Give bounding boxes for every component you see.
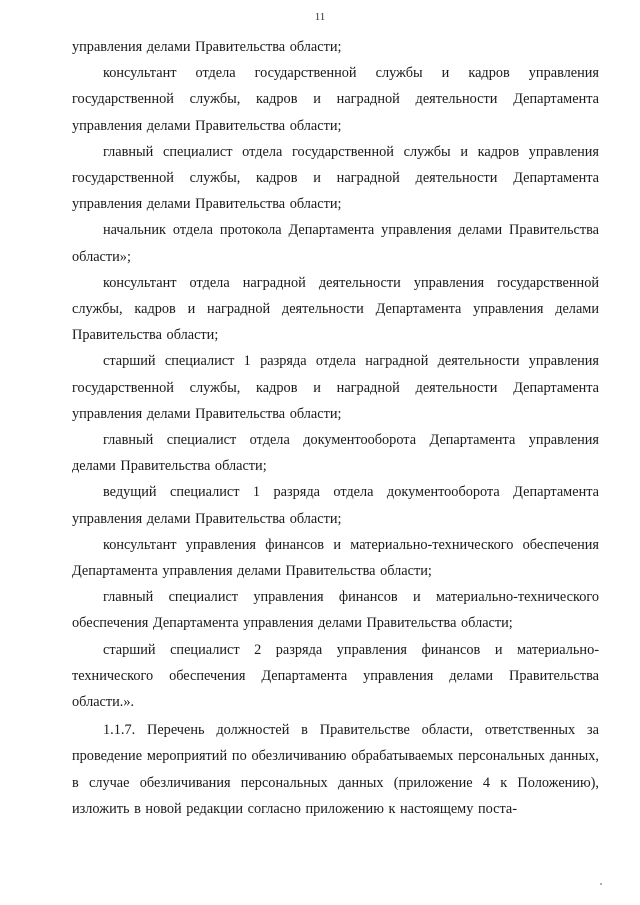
paragraph-chief-specialist-docflow: главный специалист отдела документооборота Департамента управления делами Правительства области; <box>72 432 599 475</box>
paragraph-chief-specialist-civil-service: главный специалист отдела государственной службы и кадров управления государственной службы, кадров и наградной деятельности Департамента управления делами Правительства области; <box>72 143 599 213</box>
document-body <box>72 34 599 822</box>
paragraph-senior-specialist-awards: старший специалист 1 разряда отдела наградной деятельности управления государственной службы, кадров и наградной деятельности Департамента управления делами Правительства области; <box>72 353 599 422</box>
paragraph-section-1-1-7: 1.1.7. Перечень должностей в Правительстве области, ответственных за проведение мероприятий по обезличиванию обрабатываемых персональных данных, в случае обезличивания персональных данных (приложение 4 к Положению), изложить в новой редакции согласно приложению к настоящему поста- <box>72 722 599 817</box>
scan-artifact-dot <box>600 883 602 885</box>
paragraph-continuation: управления делами Правительства области; <box>72 39 342 55</box>
paragraph-head-protocol: начальник отдела протокола Департамента управления делами Правительства области»; <box>72 222 599 265</box>
paragraph-consultant-awards: консультант отдела наградной деятельности управления государственной службы, кадров и наградной деятельности Департамента управления делами Правительства области; <box>72 274 599 344</box>
paragraph-senior-specialist-finance: старший специалист 2 разряда управления финансов и материально-технического обеспечения Департамента управления делами Правительства области.». <box>72 641 599 711</box>
paragraph-chief-specialist-finance: главный специалист управления финансов и материально-технического обеспечения Департамента управления делами Правительства области; <box>72 589 599 632</box>
page-number: 11 <box>314 11 326 23</box>
paragraph-leading-specialist-docflow: ведущий специалист 1 разряда отдела документооборота Департамента управления делами Правительства области; <box>72 484 599 527</box>
paragraph-consultant-finance: консультант управления финансов и материально-технического обеспечения Департамента управления делами Правительства области; <box>72 536 599 580</box>
paragraph-consultant-civil-service: консультант отдела государственной службы и кадров управления государственной службы, кадров и наградной деятельности Департамента управления делами Правительства области; <box>72 65 599 134</box>
